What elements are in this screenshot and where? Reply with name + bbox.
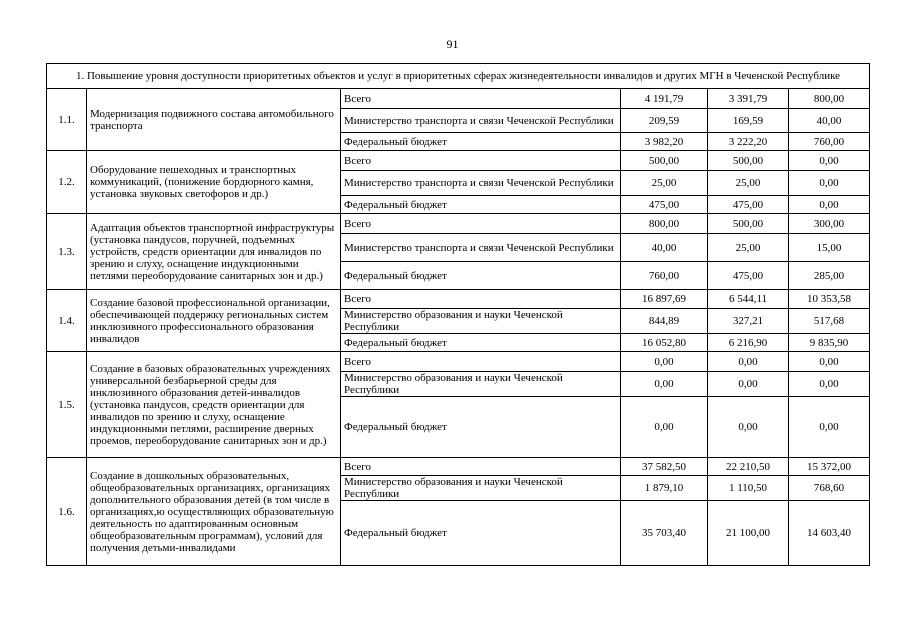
value-total: 25,00	[621, 171, 708, 196]
item-name: Создание в дошкольных образовательных, общеобразовательных организациях, организациях дополнительного образования детей (в том числе в организациях,ю осуществляющих образовательную деятельность по адаптированным основным общеобразовательным программам), условий для получения детьми-инвалидами	[87, 458, 341, 566]
value-year-1: 25,00	[708, 234, 789, 262]
value-total: 35 703,40	[621, 501, 708, 566]
value-year-2: 10 353,58	[789, 290, 870, 309]
funding-source: Министерство транспорта и связи Чеченской Республики	[341, 171, 621, 196]
value-year-2: 800,00	[789, 89, 870, 109]
value-total: 16 897,69	[621, 290, 708, 309]
value-total: 844,89	[621, 309, 708, 334]
value-year-2: 768,60	[789, 476, 870, 501]
value-year-2: 0,00	[789, 372, 870, 397]
value-year-1: 0,00	[708, 372, 789, 397]
budget-table	[46, 63, 870, 566]
funding-source: Всего	[341, 290, 621, 309]
funding-source: Федеральный бюджет	[341, 262, 621, 290]
funding-source: Министерство образования и науки Чеченской Республики	[341, 309, 621, 334]
value-year-1: 0,00	[708, 397, 789, 458]
funding-source: Федеральный бюджет	[341, 196, 621, 214]
page-number: 91	[446, 37, 459, 51]
value-total: 0,00	[621, 397, 708, 458]
funding-source: Федеральный бюджет	[341, 397, 621, 458]
value-year-2: 40,00	[789, 109, 870, 133]
funding-source: Всего	[341, 214, 621, 234]
value-year-1: 21 100,00	[708, 501, 789, 566]
table-row	[47, 151, 870, 171]
value-year-1: 500,00	[708, 214, 789, 234]
item-number: 1.1.	[47, 89, 87, 151]
value-total: 209,59	[621, 109, 708, 133]
value-year-2: 0,00	[789, 352, 870, 372]
value-year-1: 22 210,50	[708, 458, 789, 476]
value-year-2: 300,00	[789, 214, 870, 234]
value-year-2: 0,00	[789, 196, 870, 214]
value-year-2: 517,68	[789, 309, 870, 334]
value-year-2: 9 835,90	[789, 334, 870, 352]
funding-source: Федеральный бюджет	[341, 334, 621, 352]
table-row	[47, 352, 870, 372]
funding-source: Всего	[341, 151, 621, 171]
value-total: 3 982,20	[621, 133, 708, 151]
value-total: 760,00	[621, 262, 708, 290]
funding-source: Федеральный бюджет	[341, 501, 621, 566]
value-total: 37 582,50	[621, 458, 708, 476]
funding-source: Всего	[341, 352, 621, 372]
value-year-2: 0,00	[789, 151, 870, 171]
value-year-1: 0,00	[708, 352, 789, 372]
section-header-row	[47, 64, 870, 89]
table-row	[47, 214, 870, 234]
item-name: Создание в базовых образовательных учреждениях универсальной безбарьерной среды для инклюзивного образования детей-инвалидов (установка пандусов, средств ориентации для инвалидов по зрению и слуху, оснащение индукционными петлями, расширение дверных проемов, переоборудование санитарных зон и др.)	[87, 352, 341, 458]
table-row	[47, 89, 870, 109]
value-year-2: 760,00	[789, 133, 870, 151]
funding-source: Всего	[341, 458, 621, 476]
value-year-1: 6 216,90	[708, 334, 789, 352]
item-name: Оборудование пешеходных и транспортных коммуникаций, (понижение бордюрного камня, установка звуковых светофоров и др.)	[87, 151, 341, 214]
table-row	[47, 458, 870, 476]
item-name: Адаптация объектов транспортной инфраструктуры (установка пандусов, поручней, подъемных устройств, средств ориентации для инвалидов по зрению и слуху, оснащение индукционными петлями переоборудование санитарных зон и др.)	[87, 214, 341, 290]
funding-source: Федеральный бюджет	[341, 133, 621, 151]
funding-source: Министерство образования и науки Чеченской Республики	[341, 372, 621, 397]
item-number: 1.5.	[47, 352, 87, 458]
funding-source: Министерство транспорта и связи Чеченской Республики	[341, 234, 621, 262]
value-year-1: 6 544,11	[708, 290, 789, 309]
value-year-2: 0,00	[789, 171, 870, 196]
value-year-1: 1 110,50	[708, 476, 789, 501]
value-total: 0,00	[621, 372, 708, 397]
value-year-2: 15 372,00	[789, 458, 870, 476]
value-total: 475,00	[621, 196, 708, 214]
item-number: 1.2.	[47, 151, 87, 214]
section-title: 1. Повышение уровня доступности приоритетных объектов и услуг в приоритетных сферах жизнедеятельности инвалидов и других МГН в Чеченской Республике	[47, 64, 870, 89]
value-year-1: 169,59	[708, 109, 789, 133]
funding-source: Министерство образования и науки Чеченской Республики	[341, 476, 621, 501]
item-number: 1.6.	[47, 458, 87, 566]
value-year-2: 15,00	[789, 234, 870, 262]
table-row	[47, 290, 870, 309]
value-year-1: 500,00	[708, 151, 789, 171]
value-total: 800,00	[621, 214, 708, 234]
value-total: 16 052,80	[621, 334, 708, 352]
item-name: Модернизация подвижного состава автомобильного транспорта	[87, 89, 341, 151]
value-year-1: 3 391,79	[708, 89, 789, 109]
item-number: 1.3.	[47, 214, 87, 290]
value-year-1: 25,00	[708, 171, 789, 196]
value-total: 0,00	[621, 352, 708, 372]
value-year-1: 3 222,20	[708, 133, 789, 151]
value-year-1: 475,00	[708, 196, 789, 214]
funding-source: Министерство транспорта и связи Чеченской Республики	[341, 109, 621, 133]
funding-source: Всего	[341, 89, 621, 109]
value-year-1: 475,00	[708, 262, 789, 290]
value-total: 4 191,79	[621, 89, 708, 109]
value-total: 500,00	[621, 151, 708, 171]
value-year-1: 327,21	[708, 309, 789, 334]
value-year-2: 0,00	[789, 397, 870, 458]
value-total: 40,00	[621, 234, 708, 262]
value-year-2: 14 603,40	[789, 501, 870, 566]
value-total: 1 879,10	[621, 476, 708, 501]
item-name: Создание базовой профессиональной организации, обеспечивающей поддержку региональных систем инклюзивного профессионального образования инвалидов	[87, 290, 341, 352]
item-number: 1.4.	[47, 290, 87, 352]
value-year-2: 285,00	[789, 262, 870, 290]
